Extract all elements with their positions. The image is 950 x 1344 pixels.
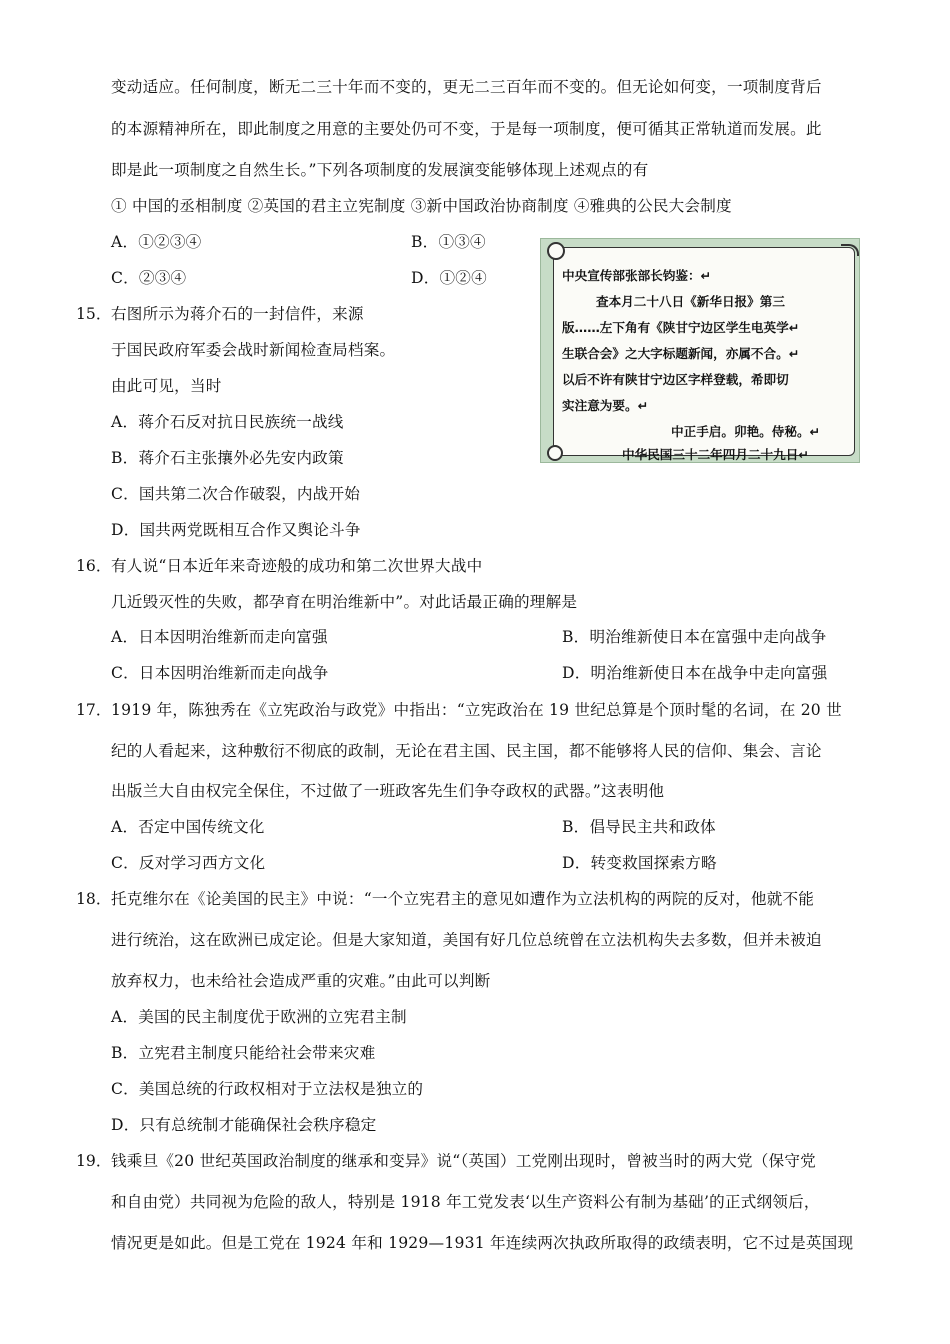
q15-stem-2: 于国民政府军委会战时新闻检查局档案。 (111, 341, 396, 359)
q18-option-c: C．美国总统的行政权相对于立法权是独立的 (111, 1080, 424, 1098)
q15-option-a: A．蒋介石反对抗日民族统一战线 (111, 413, 344, 431)
q19-stem-2: 和自由党）共同视为危险的敌人，特别是 1918 年工党发表‘以生产资料公有制为基础’的正式纲领后， (111, 1193, 820, 1211)
q18-stem-3: 放弃权力，也未给社会造成严重的灾难。”由此可以判断 (111, 972, 491, 990)
intro-line-4: ① 中国的丞相制度 ②英国的君主立宪制度 ③新中国政治协商制度 ④雅典的公民大会制度 (111, 197, 732, 215)
q15-option-d: D．国共两党既相互合作又舆论斗争 (111, 521, 361, 539)
q14-option-a: A．①②③④ (111, 233, 202, 251)
q15-option-c: C．国共第二次合作破裂，内战开始 (111, 485, 361, 503)
q18-stem-1: 托克维尔在《论美国的民主》中说：“一个立宪君主的意见如遭作为立法机构的两院的反对，他就不能 (111, 890, 815, 908)
q19-stem-3: 情况更是如此。但是工党在 1924 年和 1929—1931 年连续两次执政所取得的政绩表明，它不过是英国现 (111, 1234, 854, 1252)
q18-option-d: D．只有总统制才能确保社会秩序稳定 (111, 1116, 377, 1134)
q14-option-c: C．②③④ (111, 269, 187, 287)
letter-figure (540, 238, 860, 463)
q15-option-b: B．蒋介石主张攘外必先安内政策 (111, 449, 344, 467)
q15-number: 15． (76, 305, 112, 323)
q17-number: 17． (76, 701, 112, 719)
q17-stem-3: 出版兰大自由权完全保住，不过做了一班政客先生们争夺政权的武器。”这表明他 (111, 782, 665, 800)
q16-stem-1: 有人说“日本近年来奇迹般的成功和第二次世界大战中 (111, 557, 483, 575)
letter-date: 中华民国三十二年四月二十九日↵ (622, 447, 809, 462)
letter-line: 中央宣传部张部长钧鉴：↵ (562, 268, 712, 283)
q17-option-b: B．倡导民主共和政体 (562, 818, 716, 836)
letter-line: 版……左下角有《陕甘宁边区学生电英学↵ (562, 320, 800, 335)
q17-stem-1: 1919 年，陈独秀在《立宪政治与政党》中指出：“立宪政治在 19 世纪总算是个顶时髦的名词，在 20 世 (111, 701, 842, 719)
q18-stem-2: 进行统治，这在欧洲已成定论。但是大家知道，美国有好几位总统曾在立法机构失去多数，但并未被迫 (111, 931, 822, 949)
scroll-curl-icon (841, 244, 859, 256)
scroll-curl-icon (547, 242, 565, 260)
q14-option-d: D．①②④ (411, 269, 487, 287)
scroll-paper (553, 247, 855, 462)
q17-option-a: A．否定中国传统文化 (111, 818, 265, 836)
intro-line-1: 变动适应。任何制度，断无二三十年而不变的，更无二三百年而不变的。但无论如何变，一项制度背后 (111, 78, 822, 96)
q16-stem-2: 几近毁灭性的失败，都孕育在明治维新中”。对此话最正确的理解是 (111, 593, 578, 611)
q17-option-d: D．转变救国探索方略 (562, 854, 717, 872)
q16-option-b: B．明治维新使日本在富强中走向战争 (562, 628, 827, 646)
q16-option-c: C．日本因明治维新而走向战争 (111, 664, 329, 682)
intro-line-2: 的本源精神所在，即此制度之用意的主要处仍可不变，于是每一项制度，便可循其正常轨道而发展。此 (111, 120, 822, 138)
q17-option-c: C．反对学习西方文化 (111, 854, 266, 872)
q18-option-a: A．美国的民主制度优于欧洲的立宪君主制 (111, 1008, 407, 1026)
scroll-curl-icon (547, 445, 563, 461)
intro-line-3: 即是此一项制度之自然生长。”下列各项制度的发展演变能够体现上述观点的有 (111, 161, 649, 179)
q19-number: 19． (76, 1152, 112, 1170)
q18-number: 18． (76, 890, 112, 908)
q19-stem-1: 钱乘旦《20 世纪英国政治制度的继承和变异》说“（英国）工党刚出现时，曾被当时的两大党（保守党 (111, 1152, 816, 1170)
letter-line: 以后不许有陕甘宁边区字样登载，希即切 (562, 372, 789, 387)
q18-option-b: B．立宪君主制度只能给社会带来灾难 (111, 1044, 376, 1062)
q14-option-b: B．①③④ (411, 233, 486, 251)
q16-number: 16． (76, 557, 112, 575)
q16-option-a: A．日本因明治维新而走向富强 (111, 628, 328, 646)
q15-stem-1: 右图所示为蒋介石的一封信件，来源 (111, 305, 364, 323)
q17-stem-2: 纪的人看起来，这种敷衍不彻底的政制，无论在君主国、民主国，都不能够将人民的信仰、集会、言论 (111, 742, 822, 760)
letter-line: 生联合会》之大字标题新闻，亦属不合。↵ (562, 346, 800, 361)
q16-option-d: D．明治维新使日本在战争中走向富强 (562, 664, 828, 682)
letter-line: 查本月二十八日《新华日报》第三 (596, 294, 785, 309)
letter-line: 实注意为要。↵ (562, 398, 649, 413)
q15-stem-3: 由此可见，当时 (111, 377, 222, 395)
letter-signature: 中正手启。卯艳。侍秘。↵ (671, 424, 821, 439)
